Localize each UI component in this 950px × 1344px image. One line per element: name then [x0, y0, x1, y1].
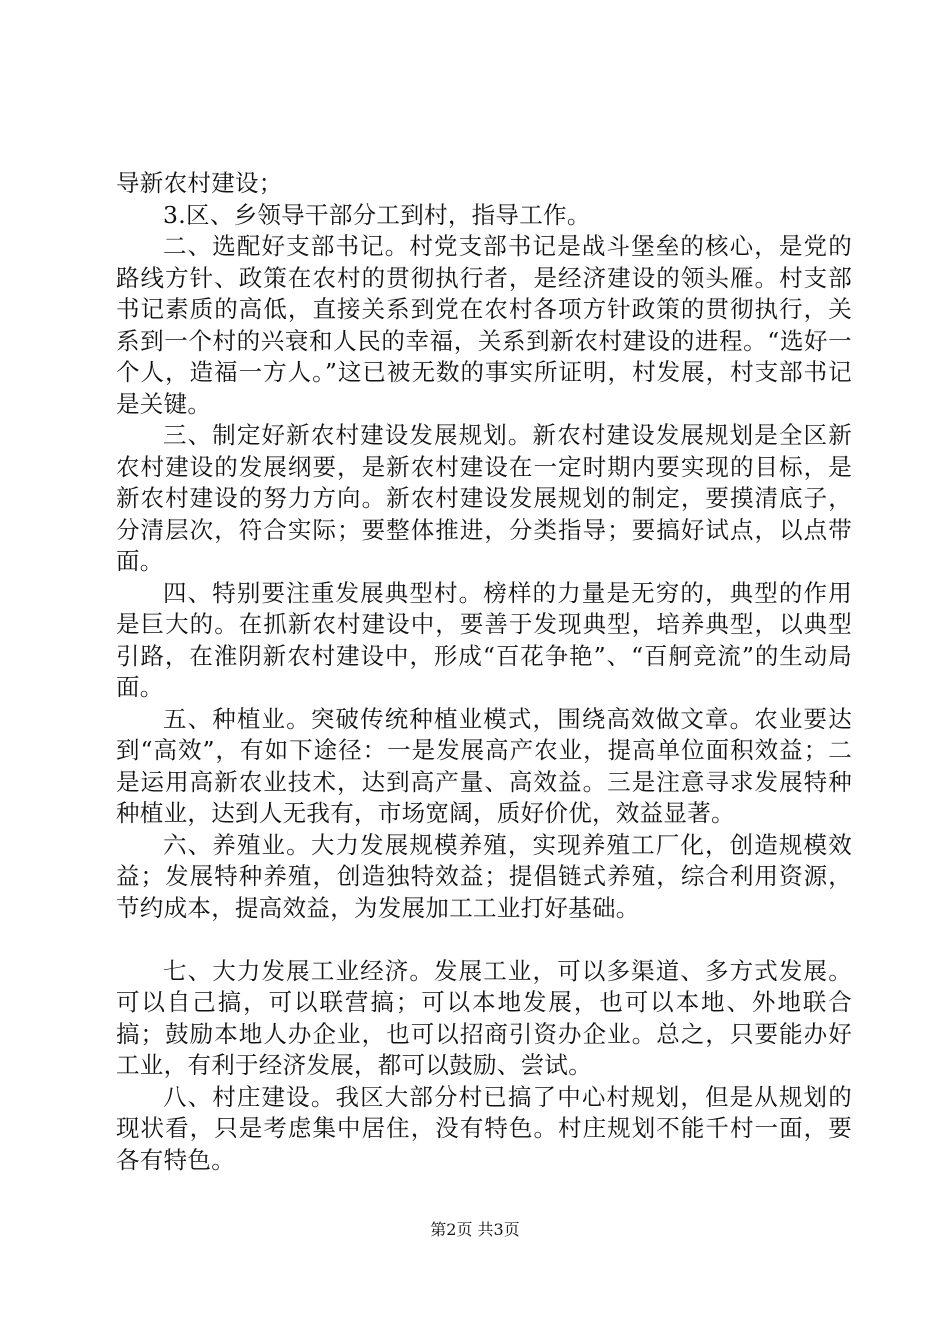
paragraph-section-3: 三、制定好新农村建设发展规划。新农村建设发展规划是全区新农村建设的发展纲要，是新农村建设在一定时期内要实现的目标，是新农村建设的努力方向。新农村建设发展规划的制定，要摸清底子，分清层次，符合实际；要整体推进，分类指导；要搞好试点，以点带面。 — [116, 421, 852, 575]
page-number-footer: 第2页 共3页 — [430, 1220, 520, 1239]
paragraph-section-7: 七、大力发展工业经济。发展工业，可以多渠道、多方式发展。可以自己搞，可以联营搞；可以本地发展，也可以本地、外地联合搞；鼓励本地人办企业，也可以招商引资办企业。总之，只要能办好工业，有利于经济发展，都可以鼓励、尝试。 — [116, 956, 852, 1079]
paragraph-section-4: 四、特别要注重发展典型村。榜样的力量是无穷的，典型的作用是巨大的。在抓新农村建设中，要善于发现典型，培养典型，以典型引路，在淮阴新农村建设中，形成“百花争艳”、“百舸竞流”的生动局面。 — [116, 578, 852, 701]
paragraph-section-5: 五、种植业。突破传统种植业模式，围绕高效做文章。农业要达到“高效”，有如下途径：一是发展高产农业，提高单位面积效益；二是运用高新农业技术，达到高产量、高效益。三是注意寻求发展特种种植业，达到人无我有，市场宽阔，质好价优，效益显著。 — [116, 704, 852, 827]
paragraph-item-3: 3.区、乡领导干部分工到村，指导工作。 — [163, 200, 591, 229]
paragraph-continuation: 导新农村建设； — [116, 169, 283, 197]
paragraph-spacer — [116, 924, 852, 956]
paragraph-section-8: 八、村庄建设。我区大部分村已搞了中心村规划，但是从规划的现状看，只是考虑集中居住，没有特色。村庄规划不能千村一面，要各有特色。 — [116, 1082, 852, 1174]
paragraph-section-6: 六、养殖业。大力发展规模养殖，实现养殖工厂化，创造规模效益；发展特种养殖，创造独特效益；提倡链式养殖，综合利用资源，节约成本，提高效益，为发展加工工业打好基础。 — [116, 830, 852, 922]
document-body — [116, 168, 852, 1176]
paragraph-section-2: 二、选配好支部书记。村党支部书记是战斗堡垒的核心，是党的路线方针、政策在农村的贯彻执行者，是经济建设的领头雁。村支部书记素质的高低，直接关系到党在农村各项方针政策的贯彻执行，关系到一个村的兴衰和人民的幸福，关系到新农村建设的进程。“选好一个人，造福一方人。”这已被无数的事实所证明，村发展，村支部书记是关键。 — [116, 232, 852, 418]
